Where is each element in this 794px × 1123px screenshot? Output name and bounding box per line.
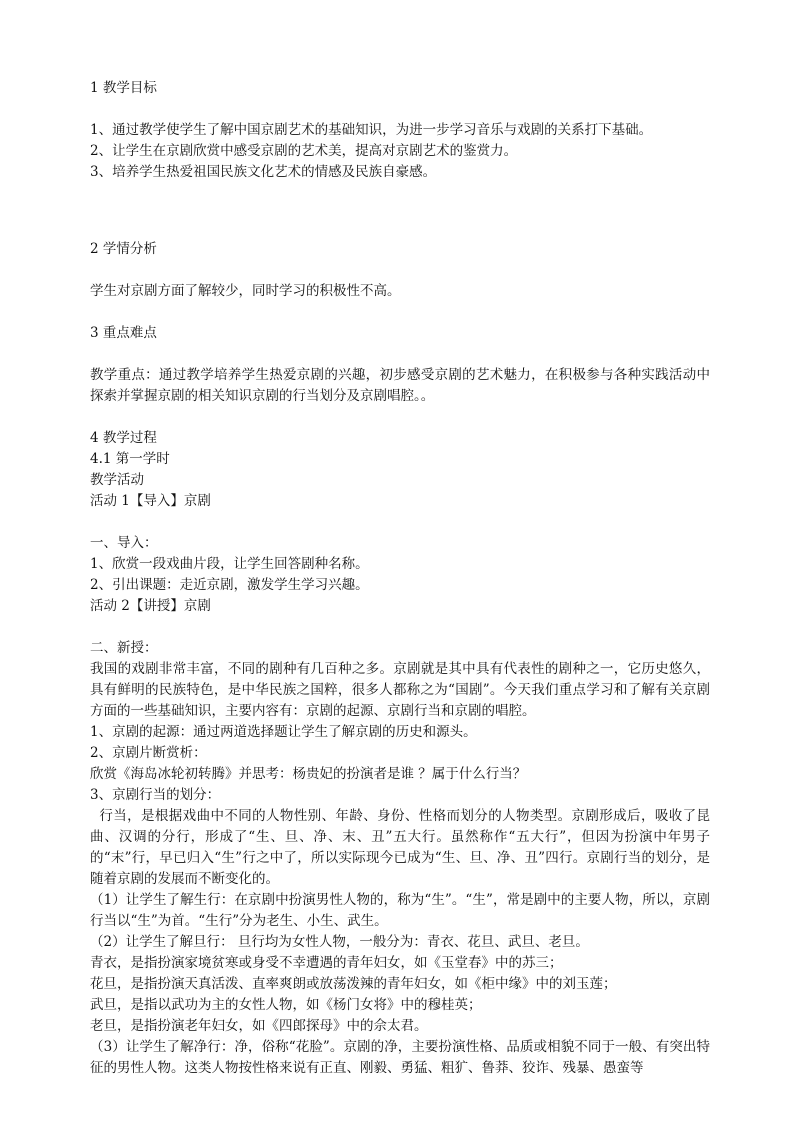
new-title: 二、新授： — [90, 640, 158, 656]
new-paragraph: 我国的戏剧非常丰富，不同的剧种有几百种之多。京剧就是其中具有代表性的剧种之一，它历史悠久，具有鲜明的民族特色，是中华民族之国粹，很多人都称之为“国剧”。今天我们重点学习和了解有关京剧方面的一些基础知识，主要内容有：京剧的起源、京剧行当和京剧的唱腔。 — [90, 661, 710, 719]
keypoints-heading: 3 重点难点 — [90, 325, 157, 341]
spacer — [90, 617, 710, 638]
roles-paragraph: 行当，是根据戏曲中不同的人物性别、年龄、身份、性格而划分的人物类型。京剧形成后，吸收了昆曲、汉调的分行，形成了“生、旦、净、末、丑”五大行。虽然称作“五大行”，但因为扮演中年男子的“末”行，早已归入“生”行之中了，所以实际现今已成为“生、旦、净、丑”四行。京剧行当的划分，是随着京剧的发展而不断变化的。 — [90, 808, 710, 887]
analysis-heading: 2 学情分析 — [90, 241, 157, 257]
intro-item: 2、引出课题：走近京剧，激发学生学习兴趣。 — [90, 577, 369, 593]
spacer — [90, 407, 710, 428]
keypoints-text: 教学重点：通过教学培养学生热爱京剧的兴趣，初步感受京剧的艺术魅力，在积极参与各种实践活动中探索并掌握京剧的相关知识京剧的行当划分及京剧唱腔。。 — [90, 367, 710, 404]
spacer — [90, 225, 710, 239]
goal-item: 3、培养学生热爱祖国民族文化艺术的情感及民族自豪感。 — [90, 164, 437, 180]
process-heading: 4 教学过程 — [90, 430, 157, 446]
origin-item: 1、京剧的起源：通过两道选择题让学生了解京剧的历史和源头。 — [90, 724, 477, 740]
spacer — [90, 99, 710, 120]
goal-item: 2、让学生在京剧欣赏中感受京剧的艺术美，提高对京剧艺术的鉴赏力。 — [90, 143, 518, 159]
sheng-paragraph: （1）让学生了解生行：在京剧中扮演男性人物的，称为“生”。“生”，常是剧中的主要人物，所以，京剧行当以“生”为首。“生行”分为老生、小生、武生。 — [90, 892, 710, 929]
dan-item: 青衣，是指扮演家境贫寒或身受不幸遭遇的青年妇女，如《玉堂春》中的苏三； — [90, 955, 563, 971]
spacer — [90, 512, 710, 533]
dan-item: 武旦，是指以武功为主的女性人物，如《杨门女将》中的穆桂英； — [90, 997, 482, 1013]
activity-1-title: 活动 1【导入】京剧 — [90, 493, 211, 509]
spacer — [90, 183, 710, 225]
segment-title: 2、京剧片断赏析： — [90, 745, 207, 761]
roles-title: 3、京剧行当的划分： — [90, 787, 221, 803]
spacer — [90, 344, 710, 365]
segment-text: 欣赏《海岛冰轮初转腾》并思考：杨贵妃的扮演者是谁 ？属于什么行当？ — [90, 766, 527, 782]
lesson-label: 4.1 第一学时 — [90, 451, 170, 467]
intro-item: 1、欣赏一段戏曲片段，让学生回答剧种名称。 — [90, 556, 369, 572]
dan-item: 花旦，是指扮演天真活泼、直率爽朗或放荡泼辣的青年妇女，如《柜中缘》中的刘玉莲； — [90, 976, 617, 992]
analysis-text: 学生对京剧方面了解较少，同时学习的积极性不高。 — [90, 283, 401, 299]
spacer — [90, 302, 710, 323]
document-page — [90, 78, 710, 1079]
jing-paragraph: （3）让学生了解净行：净，俗称“花脸”。京剧的净，主要扮演性格、品质或相貌不同于一般、有突出特征的男性人物。这类人物按性格来说有正直、刚毅、勇猛、粗犷、鲁莽、狡诈、残暴、愚蛮等 — [90, 1039, 710, 1076]
dan-intro: （2）让学生了解旦行： 旦行均为女性人物，一般分为：青衣、花旦、武旦、老旦。 — [90, 934, 589, 950]
spacer — [90, 260, 710, 281]
intro-title: 一、导入： — [90, 535, 158, 551]
dan-item: 老旦，是指扮演老年妇女，如《四郎探母》中的佘太君。 — [90, 1018, 428, 1034]
activity-2-title: 活动 2【讲授】京剧 — [90, 598, 211, 614]
activities-label: 教学活动 — [90, 472, 144, 488]
goals-heading: 1 教学目标 — [90, 80, 157, 96]
goal-item: 1、通过教学使学生了解中国京剧艺术的基础知识，为进一步学习音乐与戏剧的关系打下基础。 — [90, 122, 653, 138]
